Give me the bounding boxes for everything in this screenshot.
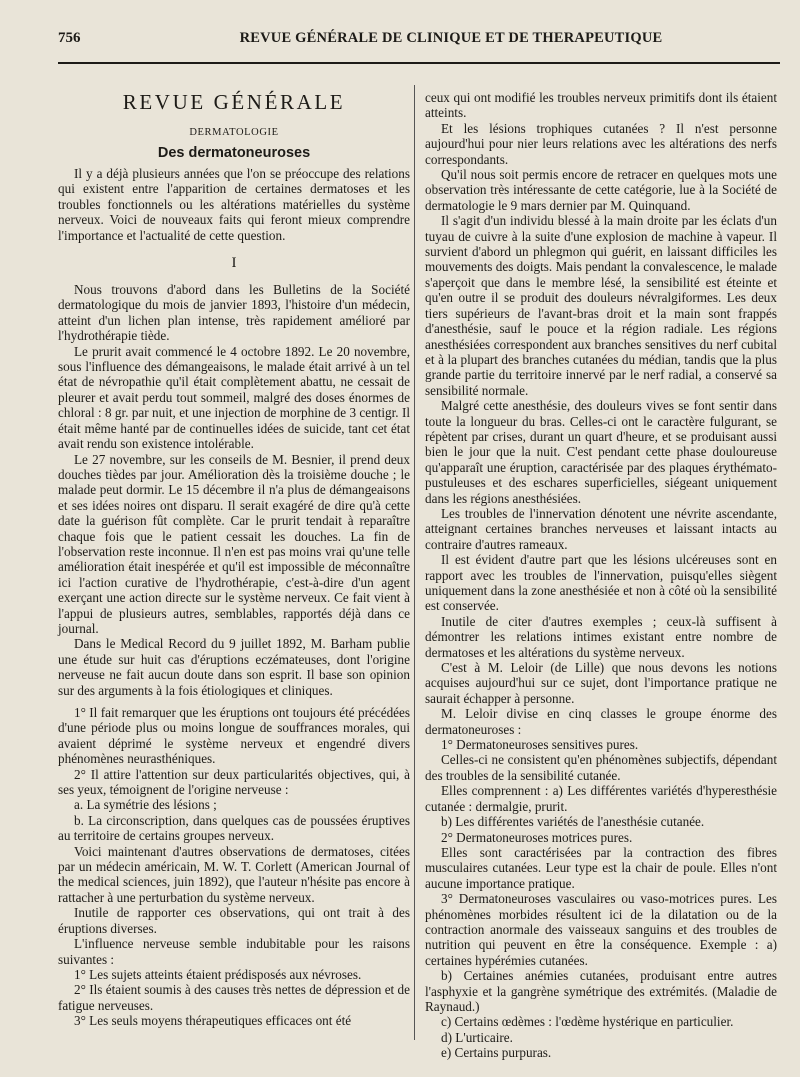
page-header bbox=[58, 30, 780, 52]
paragraph: Il s'agit d'un individu blessé à la main droite par les éclats d'un tuyau de cuivre à la suite d'une explosion de machine à vapeur. Il survient d'abord un phlegmon qui guérit, en laissant difficiles les mouvements des doigts. Mais pendant la convalescence, le malade s'aperçoit que dans le membre lésé, la sensibilité est éteinte et qu'en outre il se produit des douleurs névralgiformes. Les deux tiers supérieurs de l'avant-bras droit et la main sont frappés d'anesthésie, sauf le pouce et la région radiale. Les régions anesthésiées correspondent aux branches sensitives du nerf cubital et à la plupart des branches cutanées du médian, tandis que la plus grande partie du territoire innervé par le nerf radial, a conservé sa sensibilité normale. bbox=[425, 213, 777, 398]
article-rubric: DERMATOLOGIE bbox=[189, 127, 279, 138]
paragraph: 1° Dermatoneuroses sensitives pures. bbox=[441, 737, 639, 753]
paragraph: Qu'il nous soit permis encore de retracer en quelques mots une observation très intéressante de cette catégorie, lue à la Société de dermatologie le 9 mars dernier par M. Quinquand. bbox=[425, 167, 777, 213]
paragraph: b) Certaines anémies cutanées, produisant entre autres l'asphyxie et la gangrène symétrique des extrémités. (Maladie de Raynaud.) bbox=[425, 968, 777, 1014]
running-title: REVUE GÉNÉRALE DE CLINIQUE ET DE THERAPEUTIQUE bbox=[239, 30, 663, 46]
paragraph: 1° Les sujets atteints étaient prédisposés aux névroses. bbox=[74, 966, 362, 982]
section-number: I bbox=[231, 255, 237, 272]
paragraph: M. Leloir divise en cinq classes le groupe énorme des dermatoneuroses : bbox=[425, 706, 777, 737]
article-subtitle: Des dermatoneuroses bbox=[157, 145, 311, 161]
paragraph: 2° Ils étaient soumis à des causes très nettes de dépression et de fatigue nerveuses. bbox=[58, 982, 410, 1013]
paragraph: C'est à M. Leloir (de Lille) que nous devons les notions acquises aujourd'hui sur ce sujet, dont l'importance pratique ne saurait échapper à personne. bbox=[425, 660, 777, 706]
paragraph: 1° Il fait remarquer que les éruptions ont toujours été précédées d'une période plus ou moins longue de souffrances morales, qui avaient déprimé le système nerveux et engendré divers phénomènes neurasthéniques. bbox=[58, 705, 410, 767]
article-title: REVUE GÉNÉRALE bbox=[122, 90, 346, 114]
paragraph: b. La circonscription, dans quelques cas de poussées éruptives au territoire de certains groupes nerveux. bbox=[58, 812, 410, 844]
paragraph: Le 27 novembre, sur les conseils de M. Besnier, il prend deux douches tièdes par jour. Amélioration dès la troisième douche ; le malade peut dormir. Le 15 décembre il n'a plus de démangeaisons et ses idées noires ont disparu. Il serait exagéré de dire qu'à cette date la guérison fût complète. Car le prurit tendait à reparaître chaque fois que le patient cessait les douches. La fin de l'observation reste inconnue. Il n'en est pas moins vrai qu'une telle amélioration était inespérée et qu'il est impossible de méconnaître ici l'action curative de l'hydrothérapie, c'est-à-dire d'un agent exerçant une action directe sur le système nerveux. Ce fait vient à l'appui de plusieurs autres, semblables, rapportés déjà dans ce journal. bbox=[58, 451, 410, 636]
paragraph: ceux qui ont modifié les troubles nerveux primitifs dont ils étaient atteints. bbox=[425, 90, 777, 121]
paragraph: Dans le Medical Record du 9 juillet 1892, M. Barham publie une étude sur huit cas d'éruptions eczémateuses, dont l'origine nerveuse ne fait aucun doute dans son esprit. Il base son opinion sur des arguments à la fois étiologiques et cliniques. bbox=[58, 636, 410, 698]
paragraph: Elles sont caractérisées par la contraction des fibres musculaires cutanées. Leur type est la chair de poule. Elles n'ont aucune importance pratique. bbox=[425, 844, 777, 891]
paragraph: 2° Dermatoneuroses motrices pures. bbox=[441, 829, 633, 845]
paragraph: 2° Il attire l'attention sur deux particularités objectives, qui, à ses yeux, témoignent de l'origine nerveuse : bbox=[58, 766, 410, 798]
paragraph: Et les lésions trophiques cutanées ? Il n'est personne aujourd'hui pour nier leurs relations avec les altérations des nerfs correspondants. bbox=[425, 120, 777, 167]
paragraph: b) Les différentes variétés de l'anesthésie cutanée. bbox=[441, 814, 705, 830]
paragraph: c) Certains œdèmes : l'œdème hystérique en particulier. bbox=[441, 1014, 734, 1030]
paragraph: Elles comprennent : a) Les différentes variétés d'hyperesthésie cutanée : dermalgie, prurit. bbox=[425, 783, 777, 814]
paragraph: a. La symétrie des lésions ; bbox=[74, 797, 217, 813]
page-number: 756 bbox=[58, 30, 81, 46]
paragraph: Il est évident d'autre part que les lésions ulcéreuses sont en rapport avec les troubles de l'innervation, puisqu'elles siègent uniquement dans la zone anesthésiée et non à côté où la sensibilité est conservée. bbox=[425, 552, 777, 614]
left-column bbox=[58, 88, 410, 1029]
paragraph: Celles-ci ne consistent qu'en phénomènes subjectifs, dépendant des troubles de la sensibilité cutanée. bbox=[425, 752, 777, 783]
paragraph: Le prurit avait commencé le 4 octobre 1892. Le 20 novembre, sous l'influence des démangeaisons, le malade était arrivé à un tel état de névropathie qu'il était complètement abattu, ne cessait de pleurer et avait perdu tout sommeil, malgré des doses énormes de chloral : 8 gr. par nuit, et une injection de morphine de 3 centigr. Il était même hanté par de continuelles idées de suicide, tant cet état avait rendu son existence intolérable. bbox=[58, 343, 410, 452]
paragraph: d) L'urticaire. bbox=[441, 1029, 513, 1045]
paragraph: L'influence nerveuse semble indubitable pour les raisons suivantes : bbox=[58, 936, 410, 967]
header-rule bbox=[58, 62, 780, 64]
paragraph: Les troubles de l'innervation dénotent une névrite ascendante, atteignant certaines branches nerveuses et laissant intacts au contraire d'autres rameaux. bbox=[425, 505, 777, 552]
paragraph: Malgré cette anesthésie, des douleurs vives se font sentir dans toute la longueur du bras. Celles-ci ont le caractère fulgurant, se répètent par crises, durant un quart d'heure, et se produisant aussi bien le jour que la nuit. C'est pendant cette phase douloureuse qu'apparaît une éruption, caractérisée par des plaques érythémato-pustuleuses et des eschares superficielles, siégeant uniquement dans les régions anesthésiées. bbox=[425, 398, 777, 506]
paragraph: Inutile de citer d'autres exemples ; ceux-là suffisent à démontrer les relations intimes existant entre nombre de dermatoses et les altérations du système nerveux. bbox=[425, 613, 777, 660]
paragraph: Voici maintenant d'autres observations de dermatoses, citées par un médecin américain, M. W. T. Corlett (American Journal of the medical sciences, juin 1892), que l'auteur n'hésite pas encore à rattacher à une perturbation du système nerveux. bbox=[58, 843, 410, 905]
right-column bbox=[425, 90, 777, 1061]
column-divider bbox=[414, 85, 415, 1040]
paragraph: Inutile de rapporter ces observations, qui ont trait à des éruptions diverses. bbox=[58, 905, 410, 936]
paragraph: Nous trouvons d'abord dans les Bulletins de la Société dermatologique du mois de janvier 1893, l'histoire d'un médecin, atteint d'un lichen plan intense, très rapidement amélioré par l'hydrothérapie tiède. bbox=[58, 282, 410, 344]
paragraph: 3° Les seuls moyens thérapeutiques efficaces ont été bbox=[74, 1013, 352, 1029]
paragraph: e) Certains purpuras. bbox=[441, 1045, 552, 1061]
paragraph: Il y a déjà plusieurs années que l'on se préoccupe des relations qui existent entre l'apparition de certaines dermatoses et les troubles fonctionnels ou les altérations matérielles du système nerveux. Voici de nouveaux faits qui feront mieux comprendre l'importance et l'actualité de cette question. bbox=[58, 166, 410, 243]
paragraph: 3° Dermatoneuroses vasculaires ou vaso-motrices pures. Les phénomènes morbides résultent ici de la dilatation ou de la contraction anormale des vaisseaux sanguins et des troubles de nutrition qui peuvent en être la conséquence. Exemple : a) certaines hypérémies cutanées. bbox=[425, 891, 777, 968]
